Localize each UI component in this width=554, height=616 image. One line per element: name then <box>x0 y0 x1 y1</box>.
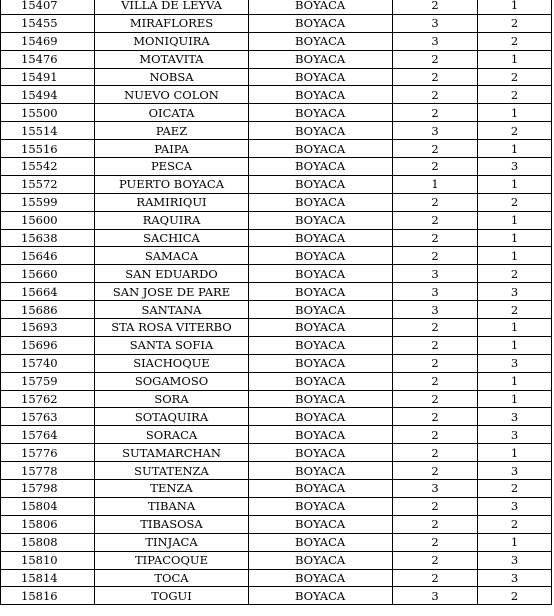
cell-value-b: 3 <box>478 462 552 480</box>
cell-department: BOYACA <box>249 0 393 14</box>
table-row <box>1 551 552 569</box>
cell-code: 15776 <box>1 444 95 462</box>
cell-value-b: 2 <box>478 193 552 211</box>
table-row <box>1 122 552 140</box>
table-row <box>1 444 552 462</box>
cell-department: BOYACA <box>249 86 393 104</box>
cell-municipality: MIRAFLORES <box>95 14 249 32</box>
cell-department: BOYACA <box>249 515 393 533</box>
cell-code: 15494 <box>1 86 95 104</box>
cell-value-b: 1 <box>478 140 552 158</box>
cell-value-b: 1 <box>478 444 552 462</box>
cell-municipality: SAN JOSE DE PARE <box>95 283 249 301</box>
cell-value-a: 2 <box>393 372 478 390</box>
cell-municipality: TIPACOQUE <box>95 551 249 569</box>
cell-value-b: 1 <box>478 336 552 354</box>
cell-value-a: 2 <box>393 444 478 462</box>
table-row <box>1 354 552 372</box>
cell-department: BOYACA <box>249 426 393 444</box>
cell-value-a: 2 <box>393 533 478 551</box>
cell-municipality: TENZA <box>95 480 249 498</box>
cell-code: 15696 <box>1 336 95 354</box>
cell-code: 15740 <box>1 354 95 372</box>
cell-municipality: SOGAMOSO <box>95 372 249 390</box>
table-row <box>1 336 552 354</box>
cell-department: BOYACA <box>249 319 393 337</box>
cell-value-a: 2 <box>393 569 478 587</box>
cell-department: BOYACA <box>249 283 393 301</box>
cell-value-b: 1 <box>478 319 552 337</box>
cell-code: 15542 <box>1 158 95 176</box>
cell-municipality: STA ROSA VITERBO <box>95 319 249 337</box>
cell-value-b: 2 <box>478 515 552 533</box>
cell-code: 15808 <box>1 533 95 551</box>
cell-municipality: PESCA <box>95 158 249 176</box>
table-row <box>1 569 552 587</box>
cell-department: BOYACA <box>249 104 393 122</box>
table-row <box>1 247 552 265</box>
cell-value-b: 2 <box>478 32 552 50</box>
table-row <box>1 158 552 176</box>
cell-value-b: 1 <box>478 247 552 265</box>
cell-municipality: TIBANA <box>95 497 249 515</box>
cell-value-a: 2 <box>393 354 478 372</box>
table-row <box>1 229 552 247</box>
table-row <box>1 408 552 426</box>
cell-code: 15806 <box>1 515 95 533</box>
cell-municipality: MONIQUIRA <box>95 32 249 50</box>
table-row <box>1 140 552 158</box>
cell-code: 15693 <box>1 319 95 337</box>
cell-value-a: 2 <box>393 211 478 229</box>
cell-value-b: 3 <box>478 569 552 587</box>
cell-value-b: 2 <box>478 86 552 104</box>
cell-value-b: 1 <box>478 372 552 390</box>
cell-department: BOYACA <box>249 390 393 408</box>
cell-code: 15814 <box>1 569 95 587</box>
cell-value-a: 2 <box>393 336 478 354</box>
cell-code: 15798 <box>1 480 95 498</box>
cell-code: 15804 <box>1 497 95 515</box>
cell-municipality: PAEZ <box>95 122 249 140</box>
cell-value-a: 3 <box>393 301 478 319</box>
cell-value-b: 2 <box>478 265 552 283</box>
table-row <box>1 426 552 444</box>
cell-municipality: SANTA SOFIA <box>95 336 249 354</box>
cell-code: 15646 <box>1 247 95 265</box>
cell-municipality: TOGUI <box>95 587 249 605</box>
cell-code: 15638 <box>1 229 95 247</box>
cell-municipality: RAQUIRA <box>95 211 249 229</box>
cell-department: BOYACA <box>249 336 393 354</box>
table-row <box>1 86 552 104</box>
cell-value-b: 1 <box>478 229 552 247</box>
cell-department: BOYACA <box>249 497 393 515</box>
cell-municipality: VILLA DE LEYVA <box>95 0 249 14</box>
table-row <box>1 462 552 480</box>
cell-code: 15407 <box>1 0 95 14</box>
table-row <box>1 175 552 193</box>
cell-department: BOYACA <box>249 551 393 569</box>
cell-value-b: 3 <box>478 408 552 426</box>
cell-municipality: SORA <box>95 390 249 408</box>
cell-municipality: SOTAQUIRA <box>95 408 249 426</box>
cell-value-b: 3 <box>478 426 552 444</box>
cell-value-a: 2 <box>393 0 478 14</box>
cell-municipality: RAMIRIQUI <box>95 193 249 211</box>
cell-municipality: PAIPA <box>95 140 249 158</box>
cell-municipality: SUTAMARCHAN <box>95 444 249 462</box>
cell-code: 15516 <box>1 140 95 158</box>
cell-code: 15514 <box>1 122 95 140</box>
cell-department: BOYACA <box>249 122 393 140</box>
table-row <box>1 50 552 68</box>
table-row <box>1 211 552 229</box>
cell-value-a: 2 <box>393 551 478 569</box>
cell-value-a: 3 <box>393 14 478 32</box>
cell-code: 15660 <box>1 265 95 283</box>
cell-value-a: 2 <box>393 193 478 211</box>
table-body <box>1 0 552 605</box>
cell-value-b: 2 <box>478 122 552 140</box>
cell-department: BOYACA <box>249 140 393 158</box>
cell-value-a: 2 <box>393 68 478 86</box>
table-row <box>1 319 552 337</box>
cell-code: 15686 <box>1 301 95 319</box>
cell-department: BOYACA <box>249 211 393 229</box>
cell-department: BOYACA <box>249 247 393 265</box>
cell-municipality: MOTAVITA <box>95 50 249 68</box>
table-row <box>1 372 552 390</box>
cell-value-a: 2 <box>393 408 478 426</box>
table-row <box>1 497 552 515</box>
cell-code: 15810 <box>1 551 95 569</box>
cell-value-a: 2 <box>393 50 478 68</box>
table-row <box>1 515 552 533</box>
table-row <box>1 587 552 605</box>
cell-code: 15599 <box>1 193 95 211</box>
cell-value-b: 1 <box>478 50 552 68</box>
cell-value-a: 3 <box>393 480 478 498</box>
cell-value-b: 1 <box>478 390 552 408</box>
table-row <box>1 265 552 283</box>
table-row <box>1 104 552 122</box>
cell-department: BOYACA <box>249 480 393 498</box>
cell-municipality: TOCA <box>95 569 249 587</box>
cell-code: 15500 <box>1 104 95 122</box>
cell-value-b: 1 <box>478 533 552 551</box>
cell-value-b: 3 <box>478 283 552 301</box>
cell-value-b: 3 <box>478 497 552 515</box>
cell-value-b: 3 <box>478 354 552 372</box>
cell-department: BOYACA <box>249 50 393 68</box>
cell-value-a: 2 <box>393 390 478 408</box>
cell-department: BOYACA <box>249 265 393 283</box>
cell-code: 15572 <box>1 175 95 193</box>
cell-municipality: SACHICA <box>95 229 249 247</box>
cell-value-b: 1 <box>478 104 552 122</box>
cell-value-b: 3 <box>478 551 552 569</box>
cell-code: 15469 <box>1 32 95 50</box>
cell-value-b: 1 <box>478 211 552 229</box>
cell-value-b: 2 <box>478 14 552 32</box>
cell-department: BOYACA <box>249 175 393 193</box>
cell-department: BOYACA <box>249 68 393 86</box>
cell-value-a: 2 <box>393 462 478 480</box>
cell-department: BOYACA <box>249 444 393 462</box>
cell-value-a: 2 <box>393 247 478 265</box>
cell-municipality: SUTATENZA <box>95 462 249 480</box>
cell-code: 15664 <box>1 283 95 301</box>
table-row <box>1 533 552 551</box>
cell-value-a: 2 <box>393 426 478 444</box>
table-row <box>1 32 552 50</box>
cell-municipality: TINJACA <box>95 533 249 551</box>
cell-municipality: SORACA <box>95 426 249 444</box>
cell-department: BOYACA <box>249 462 393 480</box>
table-row <box>1 283 552 301</box>
cell-municipality: PUERTO BOYACA <box>95 175 249 193</box>
cell-value-a: 3 <box>393 587 478 605</box>
cell-value-b: 3 <box>478 158 552 176</box>
cell-value-a: 2 <box>393 319 478 337</box>
cell-code: 15778 <box>1 462 95 480</box>
cell-value-b: 1 <box>478 0 552 14</box>
cell-value-a: 2 <box>393 140 478 158</box>
cell-department: BOYACA <box>249 372 393 390</box>
cell-department: BOYACA <box>249 533 393 551</box>
table-row <box>1 390 552 408</box>
cell-municipality: SAN EDUARDO <box>95 265 249 283</box>
cell-municipality: OICATA <box>95 104 249 122</box>
cell-code: 15759 <box>1 372 95 390</box>
cell-department: BOYACA <box>249 229 393 247</box>
cell-department: BOYACA <box>249 158 393 176</box>
cell-department: BOYACA <box>249 354 393 372</box>
cell-code: 15476 <box>1 50 95 68</box>
cell-value-b: 2 <box>478 68 552 86</box>
cell-code: 15600 <box>1 211 95 229</box>
cell-value-a: 2 <box>393 497 478 515</box>
cell-value-a: 2 <box>393 86 478 104</box>
cell-value-b: 2 <box>478 587 552 605</box>
cell-department: BOYACA <box>249 14 393 32</box>
cell-code: 15455 <box>1 14 95 32</box>
cell-code: 15763 <box>1 408 95 426</box>
cell-value-a: 2 <box>393 104 478 122</box>
cell-value-a: 3 <box>393 265 478 283</box>
table-row <box>1 0 552 14</box>
cell-municipality: SANTANA <box>95 301 249 319</box>
cell-municipality: NOBSA <box>95 68 249 86</box>
cell-value-a: 1 <box>393 175 478 193</box>
cell-value-a: 3 <box>393 283 478 301</box>
cell-value-b: 2 <box>478 480 552 498</box>
cell-code: 15491 <box>1 68 95 86</box>
cell-department: BOYACA <box>249 193 393 211</box>
cell-value-a: 2 <box>393 158 478 176</box>
table-row <box>1 193 552 211</box>
cell-value-a: 2 <box>393 515 478 533</box>
cell-municipality: TIBASOSA <box>95 515 249 533</box>
cell-code: 15816 <box>1 587 95 605</box>
table-row <box>1 301 552 319</box>
cell-code: 15762 <box>1 390 95 408</box>
cell-value-b: 1 <box>478 175 552 193</box>
cell-municipality: SIACHOQUE <box>95 354 249 372</box>
cell-value-a: 3 <box>393 122 478 140</box>
table-row <box>1 68 552 86</box>
cell-department: BOYACA <box>249 587 393 605</box>
cell-municipality: NUEVO COLON <box>95 86 249 104</box>
cell-value-a: 2 <box>393 229 478 247</box>
cell-municipality: SAMACA <box>95 247 249 265</box>
cell-code: 15764 <box>1 426 95 444</box>
table-row <box>1 480 552 498</box>
cell-value-b: 2 <box>478 301 552 319</box>
cell-department: BOYACA <box>249 408 393 426</box>
cell-department: BOYACA <box>249 569 393 587</box>
cell-department: BOYACA <box>249 32 393 50</box>
table-row <box>1 14 552 32</box>
cell-department: BOYACA <box>249 301 393 319</box>
cell-value-a: 3 <box>393 32 478 50</box>
